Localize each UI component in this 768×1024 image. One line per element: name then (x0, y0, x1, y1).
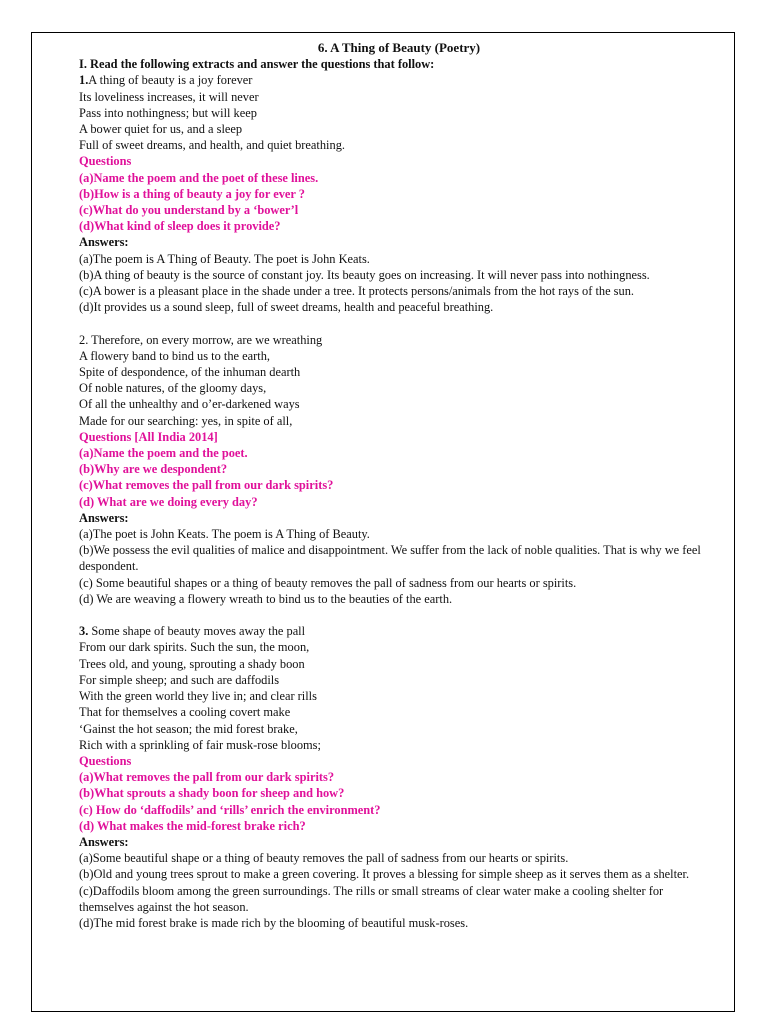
question: (a)What removes the pall from our dark spirits? (79, 770, 335, 785)
poem-line: That for themselves a cooling covert make (79, 705, 291, 720)
answer: (d)The mid forest brake is made rich by the blooming of beautiful musk-roses. (79, 915, 469, 930)
question: (a)Name the poem and the poet of these lines. (79, 170, 319, 185)
answer: (a)Some beautiful shape or a thing of beauty removes the pall of sadness from our hearts or spirits. (79, 851, 569, 866)
poem-line: Pass into nothingness; but will keep (79, 105, 257, 120)
answer: (b)Old and young trees sprout to make a green covering. It proves a blessing for simple sheep as it serves them as a shelter. (79, 867, 690, 882)
answer: (c)A bower is a pleasant place in the shade under a tree. It protects persons/animals from the hot rays of the sun. (79, 284, 634, 299)
poem-line: Full of sweet dreams, and health, and quiet breathing. (79, 138, 345, 153)
extract-number: 3. (79, 624, 89, 639)
questions-heading: Questions [All India 2014] (79, 429, 218, 444)
answer: (a)The poet is John Keats. The poem is A Thing of Beauty. (79, 527, 370, 542)
poem-line: Its loveliness increases, it will never (79, 89, 259, 104)
question: (c) How do ‘daffodils’ and ‘rills’ enrich the environment? (79, 802, 381, 817)
answers-heading: Answers: (79, 510, 129, 525)
question: (d) What makes the mid-forest brake rich? (79, 818, 306, 833)
poem-line: Rich with a sprinkling of fair musk-rose blooms; (79, 737, 321, 752)
answer: (b)A thing of beauty is the source of constant joy. Its beauty goes on increasing. It will never pass into nothingness. (79, 267, 650, 282)
instruction: I. Read the following extracts and answer the questions that follow: (79, 57, 435, 72)
answer: (b)We possess the evil qualities of malice and disappointment. We suffer from the lack of noble qualities. That is why we feel despondent. (79, 543, 701, 574)
question: (c)What removes the pall from our dark spirits? (79, 478, 334, 493)
poem-line: Trees old, and young, sprouting a shady boon (79, 656, 305, 671)
poem-line: A bower quiet for us, and a sleep (79, 122, 243, 137)
question: (d)What kind of sleep does it provide? (79, 219, 281, 234)
answer: (c)Daffodils bloom among the green surroundings. The rills or small streams of clear water make a cooling shelter for themselves against the hot season. (79, 883, 664, 914)
poem-line: 3. Some shape of beauty moves away the pall (79, 624, 306, 639)
questions-heading: Questions (79, 154, 132, 169)
questions-heading: Questions (79, 753, 132, 768)
answers-heading: Answers: (79, 235, 129, 250)
question: (c)What do you understand by a ‘bower’l (79, 203, 299, 218)
answer: (a)The poem is A Thing of Beauty. The poet is John Keats. (79, 251, 370, 266)
extract-number: 1. (79, 73, 89, 88)
question: (b)What sprouts a shady boon for sheep and how? (79, 786, 345, 801)
answers-heading: Answers: (79, 834, 129, 849)
poem-line: From our dark spirits. Such the sun, the moon, (79, 640, 310, 655)
answer: (d) We are weaving a flowery wreath to bind us to the beauties of the earth. (79, 591, 453, 606)
poem-line: Spite of despondence, of the inhuman dearth (79, 365, 301, 380)
answer: (c) Some beautiful shapes or a thing of beauty removes the pall of sadness from our hearts or spirits. (79, 575, 577, 590)
worksheet (79, 40, 719, 931)
poem-line: Made for our searching: yes, in spite of all, (79, 413, 293, 428)
page-title: 6. A Thing of Beauty (Poetry) (317, 40, 481, 55)
question: (a)Name the poem and the poet. (79, 446, 248, 461)
question: (b)Why are we despondent? (79, 462, 228, 477)
spacer (79, 607, 719, 623)
poem-line: ‘Gainst the hot season; the mid forest brake, (79, 721, 298, 736)
poem-line: With the green world they live in; and clear rills (79, 689, 317, 704)
question: (b)How is a thing of beauty a joy for ever ? (79, 186, 306, 201)
poem-line: A flowery band to bind us to the earth, (79, 348, 270, 363)
poem-line: 2. Therefore, on every morrow, are we wreathing (79, 332, 323, 347)
poem-line: Of noble natures, of the gloomy days, (79, 381, 267, 396)
answer: (d)It provides us a sound sleep, full of sweet dreams, health and peaceful breathing. (79, 300, 494, 315)
poem-line: Of all the unhealthy and o’er-darkened ways (79, 397, 300, 412)
spacer (79, 315, 719, 331)
poem-line: For simple sheep; and such are daffodils (79, 672, 280, 687)
question: (d) What are we doing every day? (79, 494, 258, 509)
poem-line: 1.A thing of beauty is a joy forever (79, 73, 253, 88)
